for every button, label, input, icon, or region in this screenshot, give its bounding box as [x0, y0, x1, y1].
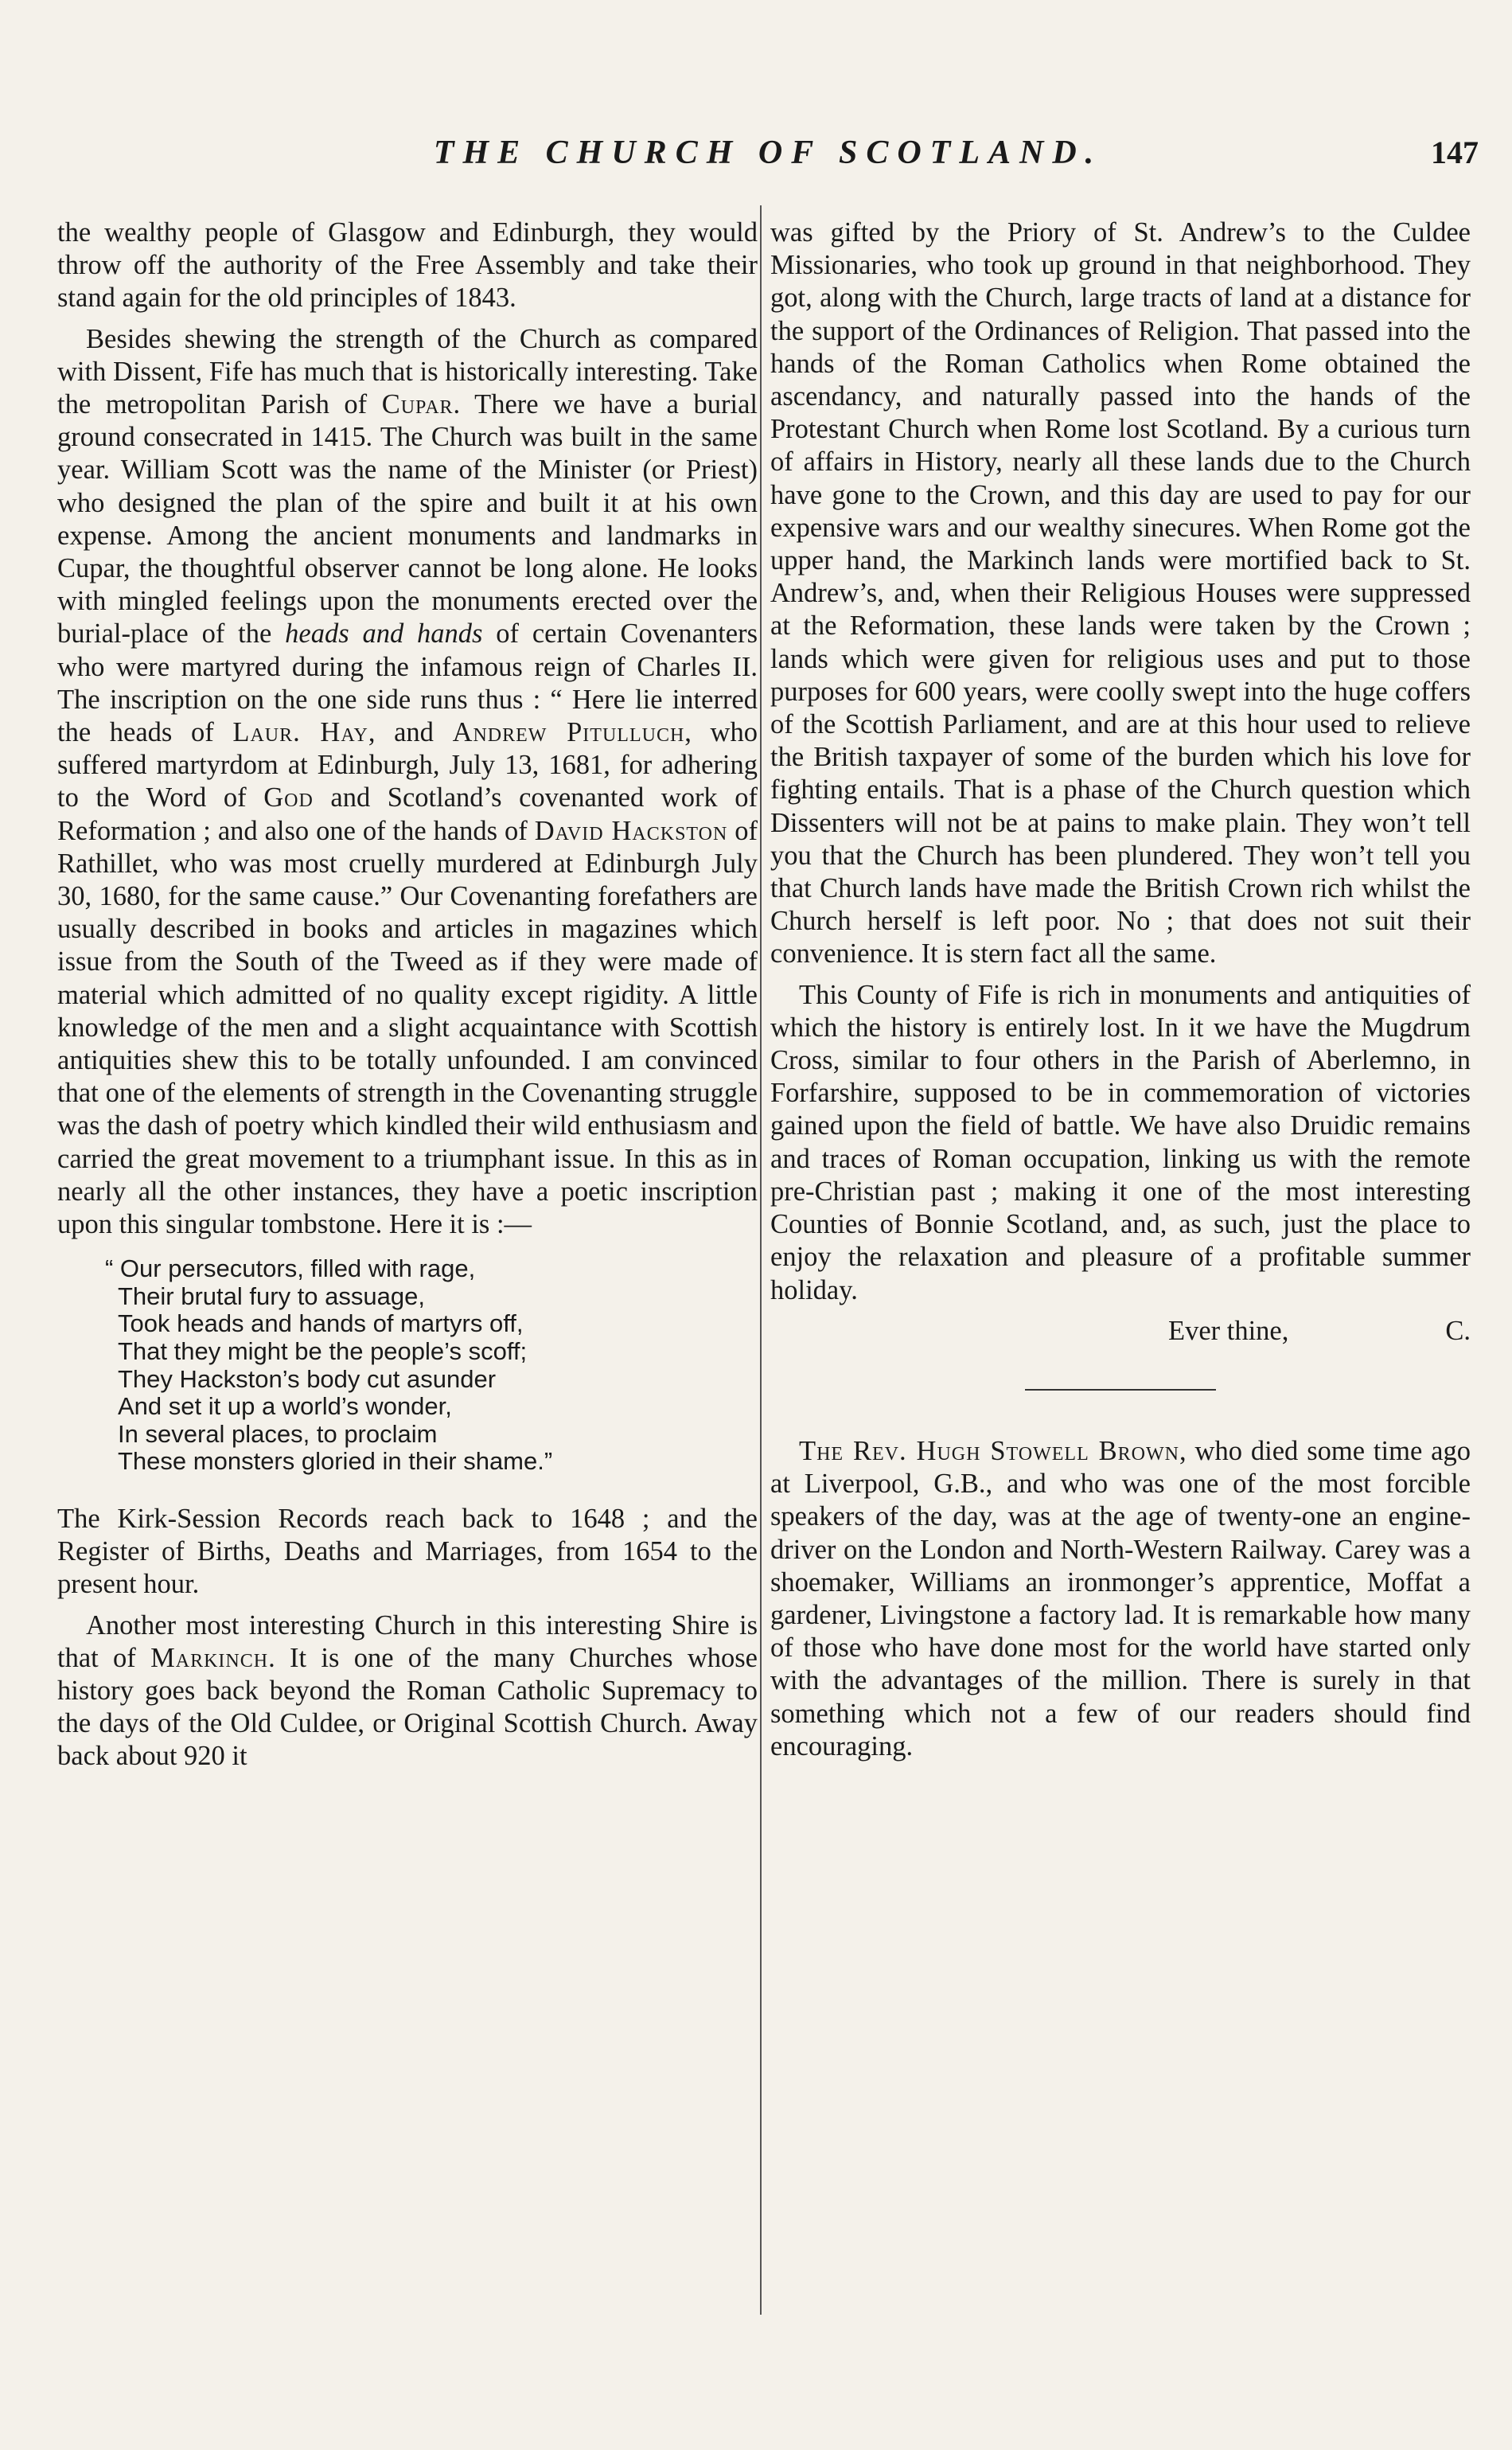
- poem-line: That they might be the people’s scoff;: [118, 1337, 528, 1366]
- paragraph: The Kirk-Session Records reach back to 1648 ; and the Register of Births, Deaths and Marriages, from 1654 to the present hour.: [57, 1504, 758, 1600]
- page-number: 147: [1431, 135, 1479, 170]
- person-name: David Hackston: [534, 815, 728, 846]
- divine-name: God: [263, 782, 314, 813]
- person-name: The Rev. Hugh Stowell Brown: [799, 1435, 1179, 1466]
- text-run: , who suffered martyrdom at Edinburgh, July 13, 1681, for adhering to the Word of: [57, 717, 758, 813]
- person-name: Andrew Pitulluch: [452, 717, 685, 748]
- poem-line: These monsters gloried in their shame.”: [118, 1447, 553, 1476]
- emphasis: heads and hands: [285, 618, 483, 650]
- poem-line: Took heads and hands of martyrs off,: [118, 1309, 524, 1338]
- text-run: . There we have a burial ground consecrated in 1415. The Church was built in the same year. William Scott was the name of the Minister (or Priest) who designed the plan of the spire and built it at his own expense. Among the ancient monuments and landmarks in Cupar, the thoughtful observer cannot be long alone. He looks with mingled feelings upon the monuments erected over the burial-place of the: [57, 389, 758, 650]
- column-divider: [760, 205, 762, 2315]
- text-run: Besides shewing the strength of the Church as compared with Dissent, Fife has much that is historically interesting. Take the metropolitan Parish of: [57, 323, 758, 420]
- running-title: THE CHURCH OF SCOTLAND.: [433, 135, 1103, 171]
- text-run: , and: [368, 717, 453, 748]
- paragraph: was gifted by the Priory of St. Andrew’s to the Culdee Missionaries, who took up ground in that neighborhood. They got, along with the Church, large tracts of land at a distance for the support of the Ordinances of Religion. That passed into the hands of the Roman Catholics when Rome obtained the ascendancy, and naturally passed into the hands of the Protestant Church when Rome lost Scotland. By a curious turn of affairs in History, nearly all these lands due to the Church have gone to the Crown, and this day are used to pay for our expensive wars and our wealthy sinecures. When Rome got the upper hand, the Markinch lands were mortified back to St. Andrew’s, and, when their Religious Houses were suppressed at the Reformation, these lands were taken by the Crown ; lands which were given for religious uses and put to those purposes for 600 years, were coolly swept into the huge coffers of the Scottish Parliament, and are at this hour used to relieve the British taxpayer of some of the burden which his love for fighting entails. That is a phase of the Church question which Dissenters will not be at pains to make plain. They won’t tell you that the Church has been plundered. They won’t tell you that Church lands have made the British Crown rich whilst the Church herself is left poor. No ; that does not suit their convenience. It is stern fact all the same.: [770, 217, 1471, 969]
- poem-line: “ Our persecutors, filled with rage,: [105, 1254, 476, 1283]
- paragraph: [57, 323, 758, 1242]
- paragraph: the wealthy people of Glasgow and Edinburgh, they would throw off the authority of the Free Assembly and take their stand again for the old principles of 1843.: [57, 217, 758, 314]
- left-column: [57, 217, 758, 1781]
- text-run: , who died some time ago at Liverpool, G.B., and who was one of the most forcible speakers of the day, was at the age of twenty-one an engine-driver on the London and North-Western Railway. Carey was a shoemaker, Williams an ironmonger’s apprentice, Moffat a gardener, Livingstone a factory lad. It is remarkable how many of those who have done most for the world have started only with the advantages of the million. There is surely in that something which not a few of our readers should find encouraging.: [770, 1435, 1471, 1761]
- signature-line: [770, 1315, 1471, 1348]
- poem-line: They Hackston’s body cut asunder: [118, 1364, 497, 1393]
- author-initial: C.: [1445, 1315, 1471, 1346]
- poem-line: Their brutal fury to assuage,: [118, 1282, 425, 1310]
- poem-line: In several places, to proclaim: [118, 1419, 438, 1448]
- right-column: [770, 217, 1471, 1771]
- paragraph: [770, 1435, 1471, 1763]
- text-run: Another most interesting Church in this interesting Shire is that of: [57, 1609, 758, 1673]
- text-run: . It is one of the many Churches whose history goes back beyond the Roman Catholic Supremacy to the days of the Old Culdee, or Original Scottish Church. Away back about 920 it: [57, 1642, 758, 1772]
- place-name: Cupar: [381, 389, 454, 420]
- valediction: Ever thine,: [1168, 1315, 1289, 1346]
- person-name: Laur. Hay: [232, 717, 368, 748]
- poem-line: And set it up a world’s wonder,: [118, 1392, 452, 1421]
- paragraph: [57, 1609, 758, 1773]
- text-run: of certain Covenanters who were martyred during the infamous reign of Charles II. The inscription on the one side runs thus : “ Here lie interred the heads of: [57, 618, 758, 748]
- place-name: Markinch: [150, 1642, 269, 1673]
- tombstone-poem: [105, 1255, 758, 1476]
- paragraph: This County of Fife is rich in monuments and antiquities of which the history is entirely lost. In it we have the Mugdrum Cross, similar to four others in the Parish of Aberlemno, in Forfarshire, supposed to be in commemoration of victories gained upon the field of battle. We have also Druidic remains and traces of Roman occupation, linking us with the remote pre-Christian past ; making it one of the most interesting Counties of Bonnie Scotland, and, as such, just the place to enjoy the relaxation and pleasure of a profitable summer holiday.: [770, 979, 1471, 1305]
- running-head: [57, 134, 1479, 181]
- section-rule: [1025, 1389, 1216, 1391]
- text-run: and Scotland’s covenanted work of Reformation ; and also one of the hands of: [57, 782, 758, 846]
- text-run: of Rathillet, who was most cruelly murdered at Edinburgh July 30, 1680, for the same cause.” Our Covenanting forefathers are usually described in books and articles in magazines which issue from the South of the Tweed as if they were made of material which admitted of no quality except rigidity. A little knowledge of the men and a slight acquaintance with Scottish antiquities shew this to be totally unfounded. I am convinced that one of the elements of strength in the Covenanting struggle was the dash of poetry which kindled their wild enthusiasm and carried the great movement to a triumphant issue. In this as in nearly all the other instances, they have a poetic inscription upon this singular tombstone. Here it is :—: [57, 815, 758, 1240]
- signature-spacer: [770, 1315, 1168, 1348]
